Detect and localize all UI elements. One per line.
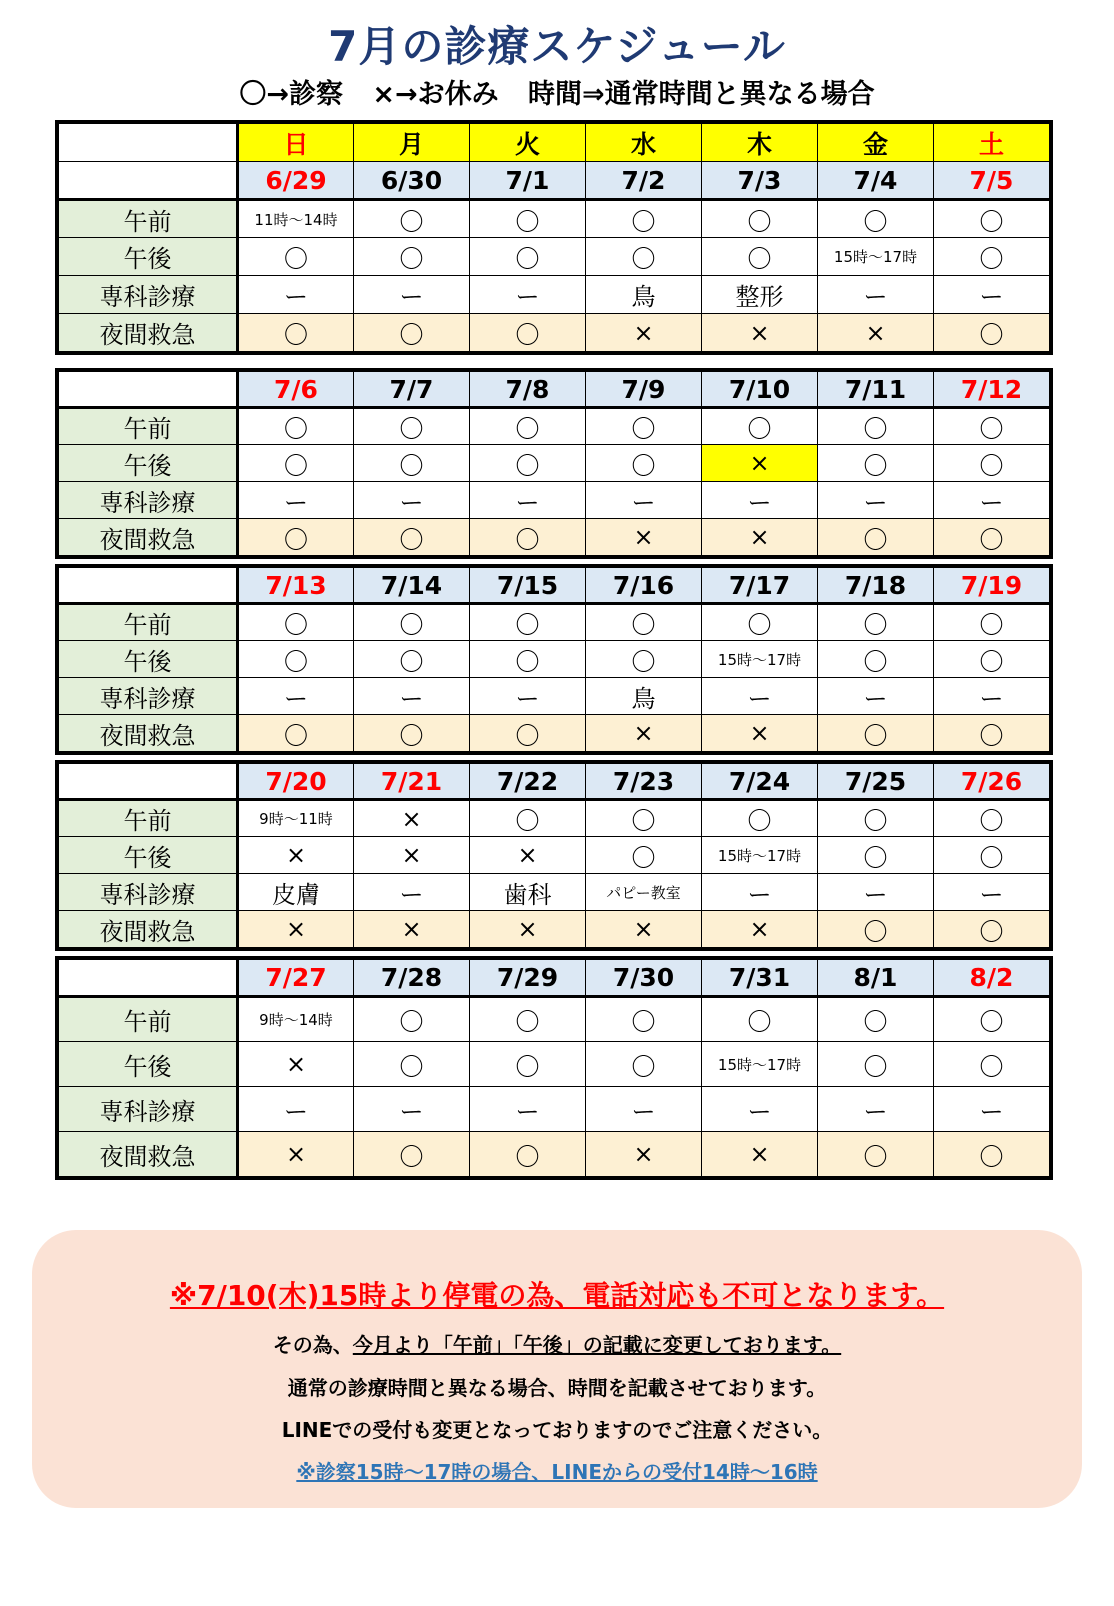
date-cell: 7/3 — [702, 162, 818, 200]
weekday-header: 日 — [238, 124, 354, 162]
schedule-cell: 〇 — [818, 408, 934, 445]
schedule-cell: ー — [238, 1087, 354, 1132]
schedule-cell: 15時～17時 — [818, 238, 934, 276]
row-label: 夜間救急 — [59, 911, 238, 948]
row-label: 午前 — [59, 800, 238, 837]
date-cell: 7/7 — [354, 372, 470, 408]
schedule-cell: 〇 — [470, 1042, 586, 1087]
date-cell: 7/5 — [934, 162, 1050, 200]
date-cell: 7/2 — [586, 162, 702, 200]
schedule-cell: ー — [470, 1087, 586, 1132]
date-cell: 7/1 — [470, 162, 586, 200]
date-cell: 7/16 — [586, 568, 702, 604]
date-cell: 7/31 — [702, 960, 818, 997]
schedule-cell: × — [702, 519, 818, 556]
schedule-cell: 〇 — [586, 997, 702, 1042]
date-cell: 7/20 — [238, 764, 354, 800]
date-cell: 8/2 — [934, 960, 1050, 997]
schedule-cell: 〇 — [818, 1132, 934, 1177]
schedule-cell: 〇 — [470, 200, 586, 238]
date-cell: 7/29 — [470, 960, 586, 997]
schedule-cell: 〇 — [702, 200, 818, 238]
schedule-cell: ー — [702, 1087, 818, 1132]
schedule-cell: 〇 — [354, 641, 470, 678]
date-cell: 7/28 — [354, 960, 470, 997]
schedule-cell: 〇 — [470, 238, 586, 276]
schedule-cell: ー — [934, 874, 1050, 911]
schedule-cell: × — [702, 1132, 818, 1177]
weekday-header: 木 — [702, 124, 818, 162]
legend-exam: 〇→診察 — [239, 79, 343, 110]
schedule-cell: ー — [702, 678, 818, 715]
schedule-cell: 〇 — [586, 238, 702, 276]
schedule-cell: 〇 — [818, 911, 934, 948]
date-cell: 7/4 — [818, 162, 934, 200]
date-cell: 7/26 — [934, 764, 1050, 800]
schedule-cell: × — [470, 837, 586, 874]
schedule-cell: ー — [818, 678, 934, 715]
schedule-cell: 〇 — [934, 800, 1050, 837]
schedule-cell: ー — [818, 874, 934, 911]
weekday-header: 月 — [354, 124, 470, 162]
schedule-cell: ー — [354, 874, 470, 911]
schedule-cell: 〇 — [934, 837, 1050, 874]
legend — [0, 72, 1114, 111]
schedule-cell: 〇 — [238, 238, 354, 276]
schedule-cell: ー — [586, 1087, 702, 1132]
notice-line-reception: ※診察15時～17時の場合、LINEからの受付14時～16時 — [296, 1460, 818, 1484]
weekday-header: 火 — [470, 124, 586, 162]
schedule-cell: 〇 — [818, 800, 934, 837]
date-cell: 7/12 — [934, 372, 1050, 408]
notice-change — [32, 1329, 1082, 1358]
row-label: 午後 — [59, 641, 238, 678]
schedule-cell: 〇 — [238, 641, 354, 678]
schedule-cell: × — [354, 800, 470, 837]
row-label: 専科診療 — [59, 874, 238, 911]
weekday-header: 水 — [586, 124, 702, 162]
schedule-cell: 〇 — [934, 445, 1050, 482]
schedule-cell: × — [818, 314, 934, 352]
week-table — [58, 959, 1050, 1177]
schedule-cell: 〇 — [818, 519, 934, 556]
schedule-cell: 〇 — [354, 200, 470, 238]
schedule-cell: × — [470, 911, 586, 948]
schedule-cell: 〇 — [586, 408, 702, 445]
schedule-cell: 〇 — [354, 715, 470, 752]
schedule-cell: 〇 — [934, 641, 1050, 678]
schedule-cell: 〇 — [354, 997, 470, 1042]
schedule-cell: 〇 — [934, 911, 1050, 948]
date-cell: 7/10 — [702, 372, 818, 408]
schedule-cell: 11時～14時 — [238, 200, 354, 238]
schedule-cell: 〇 — [934, 200, 1050, 238]
schedule-cell: 〇 — [934, 604, 1050, 641]
schedule-cell: 〇 — [702, 408, 818, 445]
week-1 — [55, 120, 1053, 355]
week-3 — [55, 564, 1053, 755]
schedule-cell: 鳥 — [586, 678, 702, 715]
notice-time: 通常の診療時間と異なる場合、時間を記載させております。 — [287, 1376, 827, 1400]
schedule-cell: × — [702, 911, 818, 948]
date-cell: 7/14 — [354, 568, 470, 604]
schedule-cell: 〇 — [238, 604, 354, 641]
row-label: 夜間救急 — [59, 519, 238, 556]
schedule-cell: 〇 — [818, 641, 934, 678]
schedule-cell: × — [702, 715, 818, 752]
schedule-cell: 〇 — [470, 997, 586, 1042]
week-table — [58, 371, 1050, 556]
schedule-cell: 整形 — [702, 276, 818, 314]
row-label: 夜間救急 — [59, 314, 238, 352]
schedule-cell: 〇 — [934, 408, 1050, 445]
page-title: 7月の診療スケジュール — [328, 22, 786, 71]
header-blank — [59, 124, 238, 162]
schedule-cell: ー — [934, 678, 1050, 715]
schedule-cell: 〇 — [354, 238, 470, 276]
schedule-cell: 〇 — [238, 408, 354, 445]
schedule-cell: 15時～17時 — [702, 641, 818, 678]
schedule-cell: 〇 — [586, 1042, 702, 1087]
schedule-cell: ー — [934, 276, 1050, 314]
row-label: 夜間救急 — [59, 715, 238, 752]
schedule-cell: ー — [586, 482, 702, 519]
row-label: 専科診療 — [59, 678, 238, 715]
row-label: 午前 — [59, 200, 238, 238]
row-label: 午前 — [59, 997, 238, 1042]
schedule-cell: 〇 — [586, 445, 702, 482]
schedule-cell: 〇 — [470, 604, 586, 641]
row-label: 午後 — [59, 837, 238, 874]
schedule-cell: × — [238, 837, 354, 874]
schedule-cell: 〇 — [470, 1132, 586, 1177]
schedule-cell: × — [586, 715, 702, 752]
schedule-cell: 〇 — [818, 445, 934, 482]
legend-time: 時間⇒通常時間と異なる場合 — [528, 79, 875, 110]
schedule-cell: ー — [702, 482, 818, 519]
row-label: 専科診療 — [59, 276, 238, 314]
date-cell: 7/18 — [818, 568, 934, 604]
schedule-cell: 〇 — [238, 314, 354, 352]
schedule-cell: 〇 — [702, 997, 818, 1042]
schedule-cell: 〇 — [470, 800, 586, 837]
legend-closed: ×→お休み — [372, 79, 499, 110]
schedule-cell: 〇 — [354, 314, 470, 352]
schedule-cell: ー — [354, 276, 470, 314]
schedule-cell: ー — [818, 1087, 934, 1132]
schedule-cell: 〇 — [354, 604, 470, 641]
schedule-cell: 〇 — [818, 997, 934, 1042]
schedule-cell: 歯科 — [470, 874, 586, 911]
schedule-cell: 〇 — [354, 1042, 470, 1087]
week-2 — [55, 368, 1053, 559]
date-cell: 7/11 — [818, 372, 934, 408]
week-5 — [55, 956, 1053, 1180]
schedule-cell: 〇 — [934, 997, 1050, 1042]
date-row-blank — [59, 568, 238, 604]
schedule-cell: 鳥 — [586, 276, 702, 314]
date-cell: 7/25 — [818, 764, 934, 800]
week-table — [58, 123, 1050, 352]
week-4 — [55, 760, 1053, 951]
schedule-cell: 〇 — [470, 408, 586, 445]
week-table — [58, 763, 1050, 948]
schedule-cell: ー — [818, 276, 934, 314]
schedule-cell: ー — [470, 276, 586, 314]
schedule-cell: 〇 — [818, 200, 934, 238]
schedule-cell: 〇 — [702, 604, 818, 641]
schedule-cell: 〇 — [586, 837, 702, 874]
schedule-cell: 〇 — [934, 238, 1050, 276]
schedule-cell: パピー教室 — [586, 874, 702, 911]
date-cell: 8/1 — [818, 960, 934, 997]
date-cell: 6/29 — [238, 162, 354, 200]
schedule-cell: × — [238, 1042, 354, 1087]
date-cell: 7/9 — [586, 372, 702, 408]
notice-outage: ※7/10(木)15時より停電の為、電話対応も不可となります。 — [169, 1279, 945, 1312]
schedule-cell: × — [586, 314, 702, 352]
schedule-cell: × — [238, 911, 354, 948]
notice-line: LINEでの受付も変更となっておりますのでご注意ください。 — [281, 1418, 833, 1442]
schedule-cell: ー — [354, 482, 470, 519]
date-cell: 7/17 — [702, 568, 818, 604]
notice-change-underlined: 今月より「午前」「午後」の記載に変更しております。 — [352, 1333, 842, 1357]
date-cell: 7/6 — [238, 372, 354, 408]
date-cell: 7/23 — [586, 764, 702, 800]
schedule-cell: 〇 — [470, 445, 586, 482]
week-table — [58, 567, 1050, 752]
schedule-cell: 〇 — [354, 445, 470, 482]
schedule-cell: 〇 — [586, 200, 702, 238]
schedule-cell: 15時～17時 — [702, 837, 818, 874]
schedule-cell: ー — [470, 482, 586, 519]
schedule-cell: 〇 — [354, 408, 470, 445]
notice-change-prefix: その為、 — [272, 1333, 353, 1357]
schedule-cell: 〇 — [354, 1132, 470, 1177]
schedule-cell: 〇 — [470, 715, 586, 752]
schedule-cell: × — [586, 1132, 702, 1177]
schedule-cell: 〇 — [470, 314, 586, 352]
schedule-cell: 〇 — [586, 604, 702, 641]
schedule-cell: × — [586, 911, 702, 948]
date-row-blank — [59, 764, 238, 800]
row-label: 午前 — [59, 408, 238, 445]
row-label: 夜間救急 — [59, 1132, 238, 1177]
schedule-cell: ー — [470, 678, 586, 715]
schedule-cell: ー — [934, 1087, 1050, 1132]
schedule-cell: 〇 — [818, 604, 934, 641]
schedule-cell: 〇 — [818, 837, 934, 874]
schedule-cell: 〇 — [934, 715, 1050, 752]
date-row-blank — [59, 162, 238, 200]
weekday-header: 土 — [934, 124, 1050, 162]
schedule-cell: × — [354, 837, 470, 874]
schedule-cell: 〇 — [470, 519, 586, 556]
schedule-cell: ー — [354, 678, 470, 715]
date-cell: 7/24 — [702, 764, 818, 800]
date-cell: 7/21 — [354, 764, 470, 800]
date-cell: 7/22 — [470, 764, 586, 800]
date-cell: 7/15 — [470, 568, 586, 604]
schedule-cell: × — [238, 1132, 354, 1177]
schedule-cell: ー — [238, 678, 354, 715]
schedule-cell: ー — [354, 1087, 470, 1132]
date-cell: 7/19 — [934, 568, 1050, 604]
row-label: 午前 — [59, 604, 238, 641]
date-cell: 7/8 — [470, 372, 586, 408]
schedule-cell: 〇 — [586, 641, 702, 678]
schedule-cell: 〇 — [238, 445, 354, 482]
schedule-cell: 〇 — [934, 1042, 1050, 1087]
row-label: 専科診療 — [59, 482, 238, 519]
weekday-header: 金 — [818, 124, 934, 162]
notice-box — [32, 1230, 1082, 1508]
schedule-cell: ー — [238, 482, 354, 519]
schedule-cell: 〇 — [934, 314, 1050, 352]
schedule-cell: 〇 — [470, 641, 586, 678]
schedule-cell: 〇 — [818, 1042, 934, 1087]
schedule-cell: 〇 — [818, 715, 934, 752]
schedule-cell: 〇 — [354, 519, 470, 556]
row-label: 午後 — [59, 238, 238, 276]
schedule-cell: 15時～17時 — [702, 1042, 818, 1087]
date-cell: 7/27 — [238, 960, 354, 997]
date-row-blank — [59, 372, 238, 408]
schedule-cell: 〇 — [238, 715, 354, 752]
schedule-cell: 〇 — [238, 519, 354, 556]
schedule-cell: 〇 — [934, 1132, 1050, 1177]
schedule-cell: ー — [238, 276, 354, 314]
schedule-cell: × — [702, 314, 818, 352]
schedule-cell: 皮膚 — [238, 874, 354, 911]
schedule-cell: ー — [934, 482, 1050, 519]
schedule-cell: × — [702, 445, 818, 482]
schedule-cell: × — [586, 519, 702, 556]
schedule-cell: 9時～11時 — [238, 800, 354, 837]
date-cell: 7/13 — [238, 568, 354, 604]
schedule-cell: 9時～14時 — [238, 997, 354, 1042]
date-cell: 7/30 — [586, 960, 702, 997]
date-cell: 6/30 — [354, 162, 470, 200]
date-row-blank — [59, 960, 238, 997]
row-label: 専科診療 — [59, 1087, 238, 1132]
row-label: 午後 — [59, 1042, 238, 1087]
schedule-cell: 〇 — [702, 238, 818, 276]
schedule-cell: 〇 — [934, 519, 1050, 556]
row-label: 午後 — [59, 445, 238, 482]
schedule-cell: ー — [702, 874, 818, 911]
schedule-cell: 〇 — [586, 800, 702, 837]
schedule-cell: ー — [818, 482, 934, 519]
schedule-cell: 〇 — [702, 800, 818, 837]
schedule-cell: × — [354, 911, 470, 948]
